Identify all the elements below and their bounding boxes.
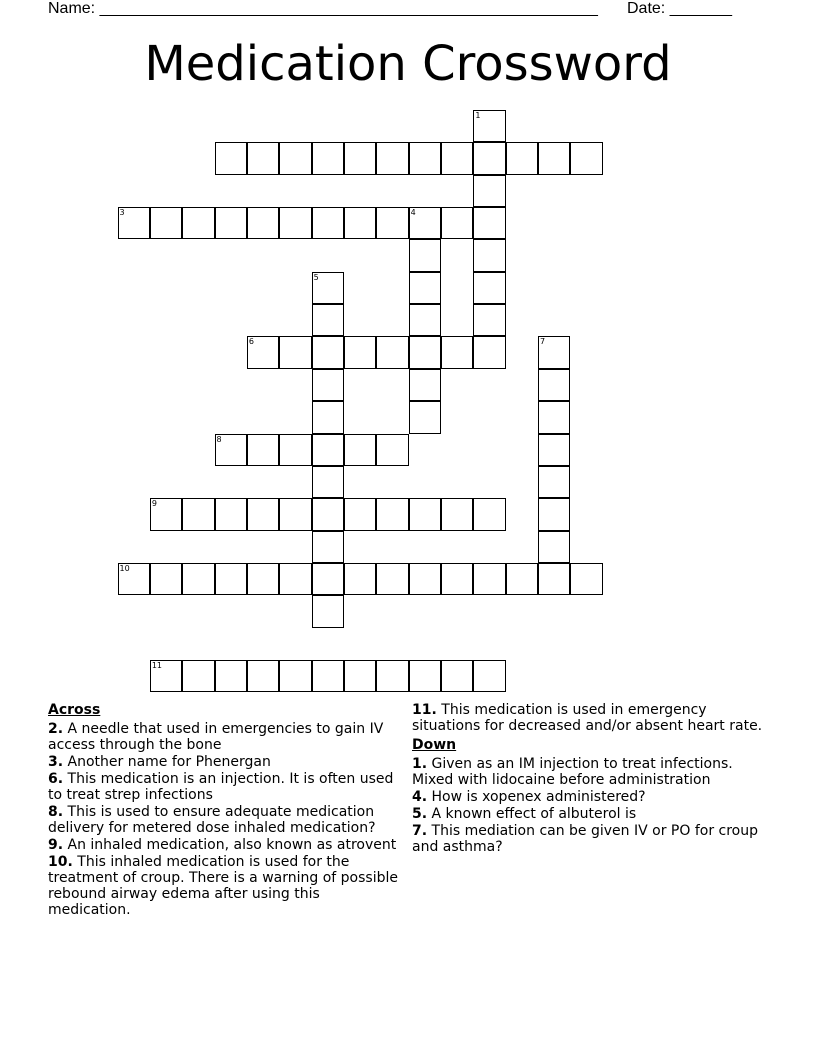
crossword-cell[interactable] bbox=[312, 272, 344, 304]
clues-left-column bbox=[48, 702, 398, 919]
clue-number-label: 11 bbox=[151, 660, 163, 670]
across-clue-list-continued bbox=[412, 702, 772, 734]
across-clue bbox=[48, 804, 398, 836]
clue-number: 4. bbox=[412, 789, 428, 805]
crossword-cell[interactable] bbox=[312, 401, 344, 433]
clue-text: A known effect of albuterol is bbox=[427, 806, 637, 822]
page-title: Medication Crossword bbox=[144, 36, 672, 92]
crossword-cell[interactable] bbox=[409, 336, 441, 368]
clue-number-label: 8 bbox=[216, 434, 222, 444]
clue-number-label: 7 bbox=[540, 337, 546, 347]
clue-number: 11. bbox=[412, 702, 437, 718]
crossword-cell[interactable] bbox=[312, 531, 344, 563]
crossword-cell[interactable] bbox=[409, 563, 441, 595]
crossword-cell[interactable] bbox=[150, 207, 182, 239]
crossword-cell[interactable] bbox=[215, 142, 247, 174]
clue-number-label: 1 bbox=[475, 111, 481, 120]
clue-text: This inhaled medication is used for the treatment of croup. There is a warning of possible rebound airway edema after using this medication. bbox=[48, 854, 398, 918]
crossword-cell[interactable] bbox=[312, 498, 344, 530]
clue-number: 7. bbox=[412, 823, 428, 839]
crossword-cell[interactable] bbox=[376, 142, 408, 174]
crossword-cell[interactable] bbox=[312, 207, 344, 239]
crossword-cell[interactable] bbox=[473, 498, 505, 530]
clue-number-label: 9 bbox=[151, 499, 157, 509]
clue-text: How is xopenex administered? bbox=[427, 789, 646, 805]
crossword-cell[interactable] bbox=[441, 660, 473, 692]
crossword-cell[interactable] bbox=[409, 401, 441, 433]
clue-text: This is used to ensure adequate medication delivery for metered dose inhaled medication? bbox=[48, 804, 376, 836]
crossword-cell[interactable] bbox=[150, 498, 182, 530]
clue-number: 6. bbox=[48, 771, 64, 787]
date-field-label: Date: _______ bbox=[627, 0, 732, 17]
crossword-cell[interactable] bbox=[344, 660, 376, 692]
crossword-cell[interactable] bbox=[376, 660, 408, 692]
crossword-cell[interactable] bbox=[182, 498, 214, 530]
crossword-cell[interactable] bbox=[409, 272, 441, 304]
crossword-cell[interactable] bbox=[409, 369, 441, 401]
crossword-cell[interactable] bbox=[473, 142, 505, 174]
crossword-cell[interactable] bbox=[312, 434, 344, 466]
crossword-cell[interactable] bbox=[409, 207, 441, 239]
crossword-cell[interactable] bbox=[215, 207, 247, 239]
crossword-cell[interactable] bbox=[312, 336, 344, 368]
crossword-cell[interactable] bbox=[538, 531, 570, 563]
crossword-cell[interactable] bbox=[312, 142, 344, 174]
down-clue bbox=[412, 823, 772, 855]
clue-number-label: 4 bbox=[410, 208, 416, 218]
crossword-cell[interactable] bbox=[312, 304, 344, 336]
crossword-cell[interactable] bbox=[247, 207, 279, 239]
crossword-cell[interactable] bbox=[538, 401, 570, 433]
down-clue bbox=[412, 756, 772, 788]
crossword-cell[interactable] bbox=[538, 369, 570, 401]
crossword-cell[interactable] bbox=[473, 563, 505, 595]
clue-number-label: 10 bbox=[119, 563, 130, 573]
across-clue bbox=[48, 771, 398, 803]
crossword-cell[interactable] bbox=[376, 563, 408, 595]
crossword-cell[interactable] bbox=[279, 498, 311, 530]
crossword-cell[interactable] bbox=[279, 563, 311, 595]
clue-number-label: 5 bbox=[313, 272, 319, 282]
crossword-cell[interactable] bbox=[247, 336, 279, 368]
crossword-cell[interactable] bbox=[279, 660, 311, 692]
crossword-cell[interactable] bbox=[215, 563, 247, 595]
crossword-cell[interactable] bbox=[118, 563, 150, 595]
crossword-cell[interactable] bbox=[441, 336, 473, 368]
crossword-cell[interactable] bbox=[538, 336, 570, 368]
crossword-cell[interactable] bbox=[376, 207, 408, 239]
crossword-cell[interactable] bbox=[312, 660, 344, 692]
clue-text: Another name for Phenergan bbox=[63, 754, 271, 770]
crossword-cell[interactable] bbox=[409, 660, 441, 692]
clue-text: This medication is used in emergency situations for decreased and/or absent heart rate. bbox=[412, 702, 763, 734]
crossword-cell[interactable] bbox=[247, 434, 279, 466]
crossword-cell[interactable] bbox=[538, 563, 570, 595]
down-heading: Down bbox=[412, 737, 457, 753]
crossword-cell[interactable] bbox=[182, 660, 214, 692]
crossword-cell[interactable] bbox=[473, 272, 505, 304]
clue-number: 5. bbox=[412, 806, 428, 822]
clue-number: 8. bbox=[48, 804, 64, 820]
clue-text: This mediation can be given IV or PO for croup and asthma? bbox=[412, 823, 759, 855]
crossword-cell[interactable] bbox=[538, 466, 570, 498]
across-clue bbox=[48, 754, 398, 770]
crossword-cell[interactable] bbox=[538, 434, 570, 466]
crossword-cell[interactable] bbox=[409, 142, 441, 174]
crossword-cell[interactable] bbox=[409, 498, 441, 530]
across-clue bbox=[48, 854, 398, 918]
clue-number-label: 6 bbox=[248, 337, 254, 347]
crossword-cell[interactable] bbox=[312, 369, 344, 401]
clue-number-label: 3 bbox=[119, 208, 125, 218]
crossword-cell[interactable] bbox=[150, 563, 182, 595]
crossword-cell[interactable] bbox=[247, 563, 279, 595]
down-clue-list bbox=[412, 756, 772, 855]
crossword-cell[interactable] bbox=[279, 434, 311, 466]
clue-number: 3. bbox=[48, 754, 64, 770]
clue-number: 1. bbox=[412, 756, 428, 772]
crossword-cell[interactable] bbox=[247, 660, 279, 692]
crossword-cell[interactable] bbox=[376, 434, 408, 466]
crossword-cell[interactable] bbox=[182, 563, 214, 595]
crossword-cell[interactable] bbox=[344, 336, 376, 368]
crossword-cell[interactable] bbox=[312, 595, 344, 627]
down-clue bbox=[412, 806, 772, 822]
clue-number: 2. bbox=[48, 721, 64, 737]
down-clue bbox=[412, 789, 772, 805]
clue-text: An inhaled medication, also known as atrovent bbox=[63, 837, 397, 853]
crossword-cell[interactable] bbox=[279, 207, 311, 239]
crossword-cell[interactable] bbox=[376, 336, 408, 368]
crossword-cell[interactable] bbox=[344, 142, 376, 174]
crossword-cell[interactable] bbox=[506, 142, 538, 174]
crossword-cell[interactable] bbox=[215, 434, 247, 466]
crossword-cell[interactable] bbox=[409, 304, 441, 336]
crossword-cell[interactable] bbox=[473, 207, 505, 239]
crossword-cell[interactable] bbox=[473, 239, 505, 271]
crossword-cell[interactable] bbox=[506, 563, 538, 595]
crossword-cell[interactable] bbox=[473, 304, 505, 336]
crossword-cell[interactable] bbox=[473, 175, 505, 207]
across-clue-list bbox=[48, 721, 398, 918]
crossword-cell[interactable] bbox=[441, 142, 473, 174]
crossword-cell[interactable] bbox=[118, 207, 150, 239]
across-heading: Across bbox=[48, 702, 101, 718]
crossword-cell[interactable] bbox=[279, 142, 311, 174]
crossword-cell[interactable] bbox=[570, 563, 602, 595]
crossword-cell[interactable] bbox=[473, 336, 505, 368]
crossword-cell[interactable] bbox=[473, 110, 505, 142]
crossword-cell[interactable] bbox=[150, 660, 182, 692]
clue-text: A needle that used in emergencies to gain IV access through the bone bbox=[48, 721, 384, 753]
crossword-cell[interactable] bbox=[279, 336, 311, 368]
crossword-cell[interactable] bbox=[376, 498, 408, 530]
crossword-cell[interactable] bbox=[312, 466, 344, 498]
crossword-cell[interactable] bbox=[215, 660, 247, 692]
crossword-cell[interactable] bbox=[215, 498, 247, 530]
across-clue bbox=[412, 702, 772, 734]
crossword-cell[interactable] bbox=[247, 142, 279, 174]
crossword-cell[interactable] bbox=[247, 498, 279, 530]
crossword-cell[interactable] bbox=[441, 207, 473, 239]
crossword-cell[interactable] bbox=[441, 498, 473, 530]
clue-number: 9. bbox=[48, 837, 64, 853]
name-field-label: Name: ________________________________________________________ bbox=[48, 0, 598, 17]
crossword-cell[interactable] bbox=[538, 498, 570, 530]
crossword-cell[interactable] bbox=[344, 207, 376, 239]
crossword-cell[interactable] bbox=[344, 563, 376, 595]
across-clue bbox=[48, 721, 398, 753]
crossword-cell[interactable] bbox=[182, 207, 214, 239]
crossword-cell[interactable] bbox=[473, 660, 505, 692]
crossword-cell[interactable] bbox=[538, 142, 570, 174]
crossword-cell[interactable] bbox=[344, 498, 376, 530]
clue-text: This medication is an injection. It is often used to treat strep infections bbox=[48, 771, 394, 803]
clue-text: Given as an IM injection to treat infections. Mixed with lidocaine before administration bbox=[412, 756, 733, 788]
crossword-cell[interactable] bbox=[441, 563, 473, 595]
crossword-cell[interactable] bbox=[312, 563, 344, 595]
across-clue bbox=[48, 837, 398, 853]
clues-right-column bbox=[412, 702, 772, 856]
crossword-cell[interactable] bbox=[409, 239, 441, 271]
crossword-cell[interactable] bbox=[570, 142, 602, 174]
clue-number: 10. bbox=[48, 854, 73, 870]
crossword-cell[interactable] bbox=[344, 434, 376, 466]
